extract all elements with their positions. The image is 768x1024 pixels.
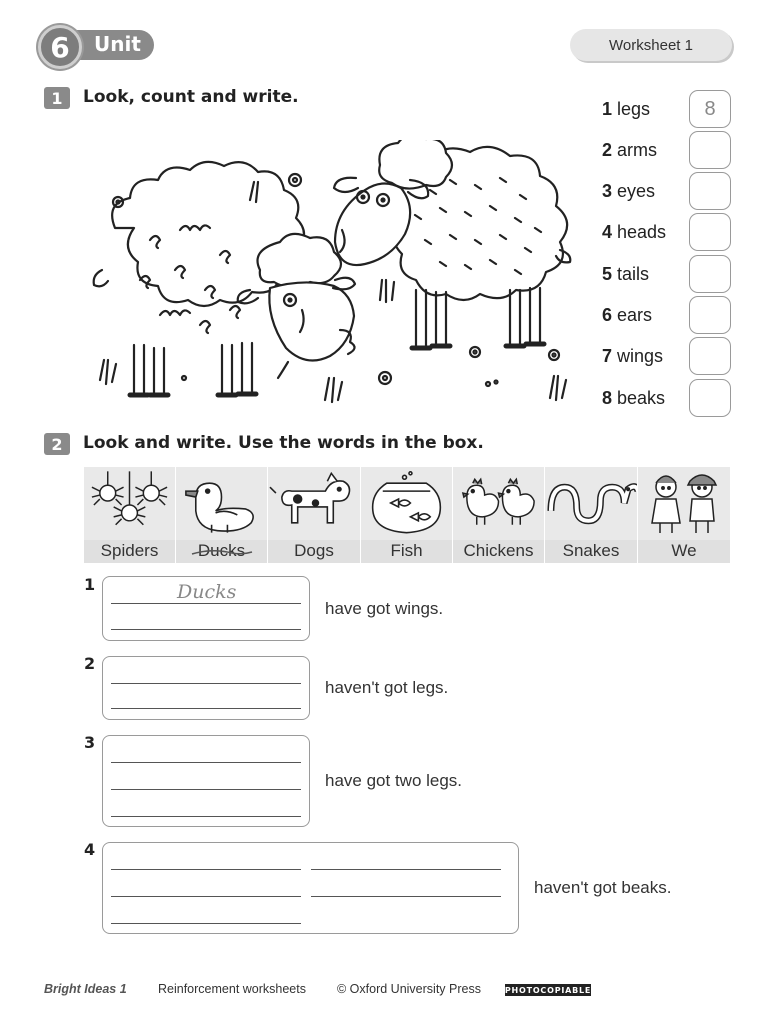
writing-line (111, 789, 301, 790)
exercise-2-title: Look and write. Use the words in the box. (83, 433, 484, 453)
unit-badge (38, 25, 156, 65)
answer-box[interactable] (102, 735, 310, 827)
answer-box[interactable] (102, 656, 310, 720)
count-answer-box[interactable] (689, 255, 731, 293)
writing-line (311, 869, 501, 870)
word-label: Ducks (176, 540, 267, 563)
count-item: 3 eyes (602, 181, 656, 201)
example-answer: Ducks (177, 581, 237, 603)
count-answer-box[interactable] (689, 379, 731, 417)
unit-number: 6 (38, 25, 82, 69)
word-cell-dogs (268, 467, 361, 563)
word-cell-fish (361, 467, 453, 563)
answer-box[interactable] (102, 576, 310, 641)
footer-copyright: © Oxford University Press (337, 982, 481, 996)
children-icon (638, 467, 730, 539)
photocopiable-badge: PHOTOCOPIABLE (504, 985, 592, 995)
word-label: Fish (361, 540, 452, 563)
count-answer-box[interactable] (689, 131, 731, 169)
count-answer-box[interactable] (689, 337, 731, 375)
count-answer-box[interactable] (689, 172, 731, 210)
exercise-1-title: Look, count and write. (83, 87, 299, 107)
writing-line (111, 683, 301, 684)
spiders-icon (84, 467, 175, 539)
question-number: 2 (84, 654, 96, 673)
writing-line (111, 708, 301, 709)
sheep-illustration (80, 140, 590, 410)
writing-line (111, 923, 301, 924)
word-label: Snakes (545, 540, 637, 563)
word-label: Dogs (268, 540, 360, 563)
word-cell-spiders (84, 467, 176, 563)
question-number: 4 (84, 840, 96, 859)
writing-line (111, 896, 301, 897)
question-text: have got wings. (325, 599, 444, 618)
question-number: 3 (84, 733, 96, 752)
strikethrough-mark (190, 550, 254, 556)
word-label: We (638, 540, 730, 563)
unit-label: Unit (94, 32, 141, 56)
worksheet-label: Worksheet 1 (570, 29, 732, 61)
writing-line (111, 762, 301, 763)
word-cell-we (638, 467, 730, 563)
question-text: haven't got legs. (325, 678, 449, 697)
fishbowl-icon (361, 467, 452, 539)
footer-type: Reinforcement worksheets (158, 982, 306, 996)
snakes-icon (545, 467, 637, 539)
count-item: 1 legs (602, 99, 651, 119)
writing-line (111, 603, 301, 604)
writing-line (111, 869, 301, 870)
count-item: 5 tails (602, 264, 650, 284)
question-text: haven't got beaks. (534, 878, 672, 897)
word-label: Chickens (453, 540, 544, 563)
exercise-1-number: 1 (44, 87, 70, 109)
question-number: 1 (84, 575, 96, 594)
chickens-icon (453, 467, 544, 539)
question-text: have got two legs. (325, 771, 463, 790)
count-item: 4 heads (602, 222, 667, 242)
count-answer-box[interactable] (689, 213, 731, 251)
writing-line (111, 629, 301, 630)
word-cell-ducks (176, 467, 268, 563)
count-item: 7 wings (602, 346, 664, 366)
count-item: 8 beaks (602, 388, 666, 408)
word-cell-snakes (545, 467, 638, 563)
count-answer-box[interactable]: 8 (689, 90, 731, 128)
count-item: 6 ears (602, 305, 653, 325)
writing-line (311, 896, 501, 897)
count-item: 2 arms (602, 140, 658, 160)
dog-icon (268, 467, 360, 539)
count-answer-box[interactable] (689, 296, 731, 334)
word-label: Spiders (84, 540, 175, 563)
exercise-2-number: 2 (44, 433, 70, 455)
writing-line (111, 816, 301, 817)
word-cell-chickens (453, 467, 545, 563)
footer-series: Bright Ideas 1 (44, 982, 127, 996)
duck-icon (176, 467, 267, 539)
answer-box[interactable] (102, 842, 519, 934)
word-box (84, 467, 730, 563)
